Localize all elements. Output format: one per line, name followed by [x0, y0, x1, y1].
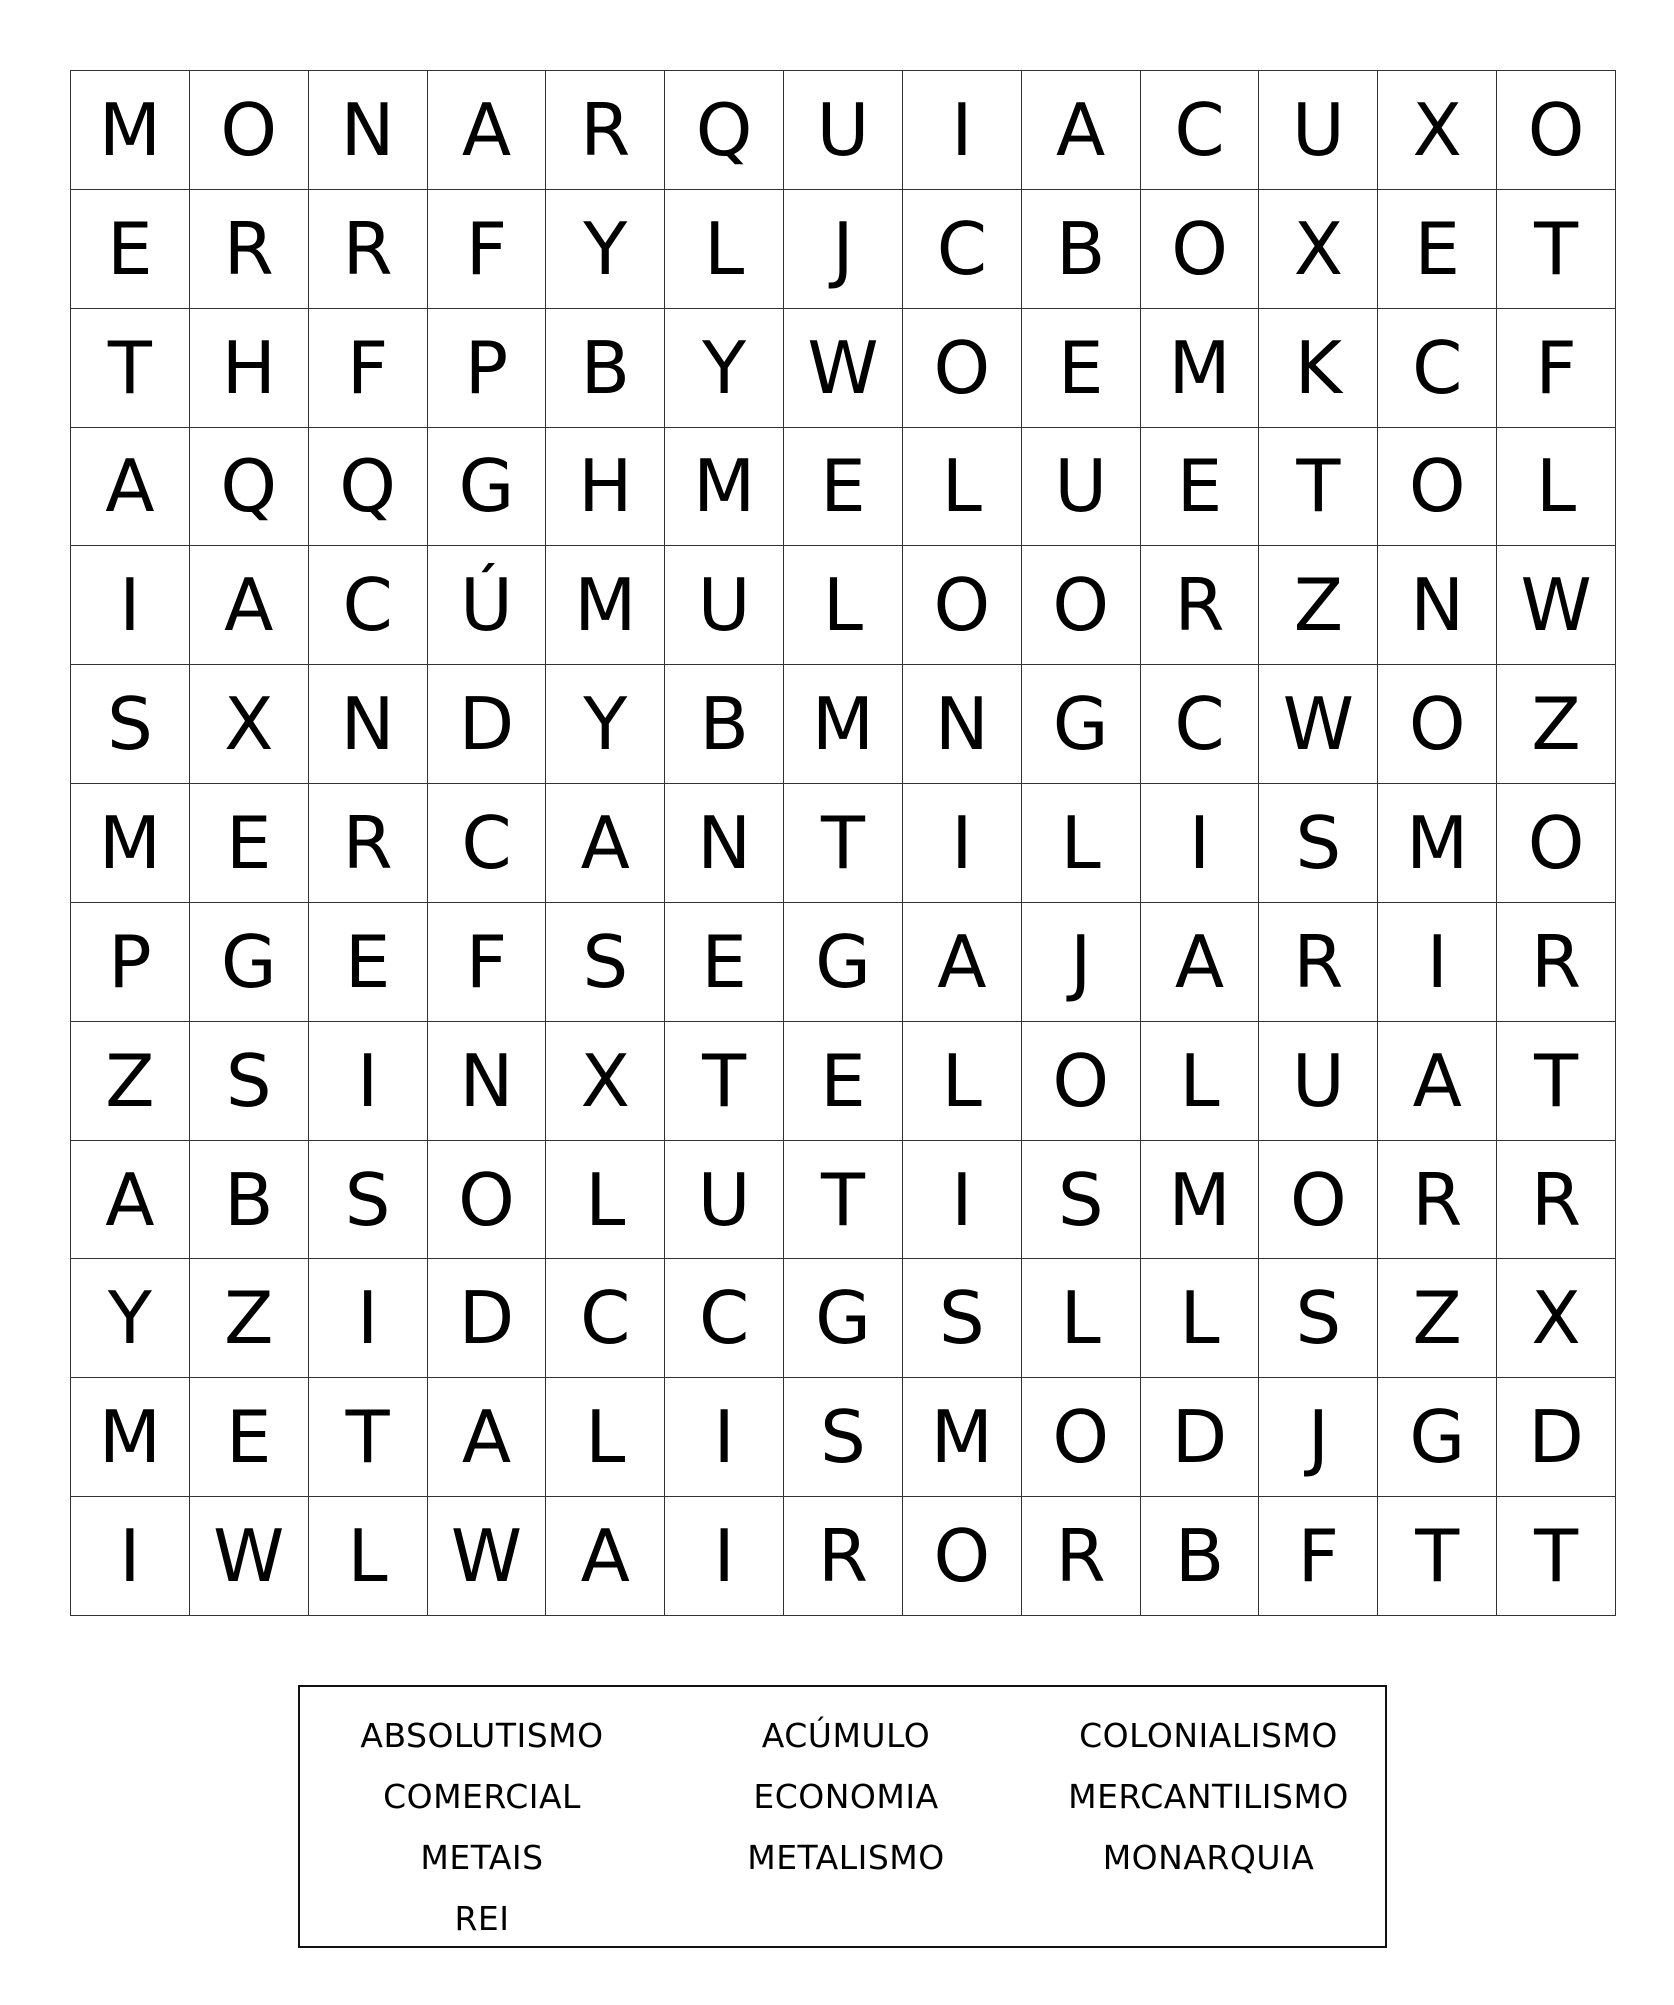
grid-cell[interactable]: W: [428, 1497, 547, 1616]
word-list-item: MONARQUIA: [1102, 1838, 1315, 1877]
grid-cell[interactable]: A: [1141, 903, 1260, 1022]
grid-cell[interactable]: F: [1497, 309, 1616, 428]
grid-cell[interactable]: E: [665, 903, 784, 1022]
grid-cell[interactable]: H: [190, 309, 309, 428]
grid-cell[interactable]: T: [1497, 190, 1616, 309]
grid-cell[interactable]: R: [1141, 546, 1260, 665]
grid-cell[interactable]: Z: [71, 1022, 190, 1141]
grid-cell[interactable]: O: [1022, 546, 1141, 665]
grid-cell[interactable]: R: [546, 71, 665, 190]
grid-cell[interactable]: B: [190, 1141, 309, 1260]
grid-cell[interactable]: I: [665, 1497, 784, 1616]
grid-cell[interactable]: O: [428, 1141, 547, 1260]
grid-cell[interactable]: J: [1259, 1378, 1378, 1497]
grid-cell[interactable]: M: [665, 428, 784, 547]
grid-cell[interactable]: N: [309, 665, 428, 784]
grid-cell[interactable]: T: [1497, 1022, 1616, 1141]
grid-cell[interactable]: R: [1497, 1141, 1616, 1260]
grid-cell[interactable]: A: [903, 903, 1022, 1022]
grid-cell[interactable]: X: [1497, 1259, 1616, 1378]
grid-cell[interactable]: T: [784, 1141, 903, 1260]
grid-cell[interactable]: A: [1022, 71, 1141, 190]
grid-cell[interactable]: I: [665, 1378, 784, 1497]
grid-cell[interactable]: I: [903, 1141, 1022, 1260]
grid-cell[interactable]: C: [309, 546, 428, 665]
grid-cell[interactable]: L: [546, 1141, 665, 1260]
grid-cell[interactable]: T: [665, 1022, 784, 1141]
grid-cell[interactable]: C: [665, 1259, 784, 1378]
grid-cell[interactable]: L: [309, 1497, 428, 1616]
grid-cell[interactable]: U: [784, 71, 903, 190]
grid-cell[interactable]: O: [1497, 71, 1616, 190]
grid-cell[interactable]: M: [1378, 784, 1497, 903]
grid-cell[interactable]: A: [71, 1141, 190, 1260]
grid-cell[interactable]: U: [1259, 1022, 1378, 1141]
grid-cell[interactable]: X: [1378, 71, 1497, 190]
word-list-item: METAIS: [420, 1838, 544, 1877]
grid-cell[interactable]: F: [428, 903, 547, 1022]
grid-cell[interactable]: R: [1378, 1141, 1497, 1260]
grid-cell[interactable]: B: [1141, 1497, 1260, 1616]
grid-cell[interactable]: O: [1141, 190, 1260, 309]
grid-cell[interactable]: G: [784, 1259, 903, 1378]
grid-cell[interactable]: E: [1378, 190, 1497, 309]
grid-cell[interactable]: T: [71, 309, 190, 428]
grid-cell[interactable]: B: [1022, 190, 1141, 309]
grid-cell[interactable]: D: [428, 1259, 547, 1378]
grid-cell[interactable]: S: [71, 665, 190, 784]
grid-cell[interactable]: E: [784, 428, 903, 547]
grid-cell[interactable]: O: [1259, 1141, 1378, 1260]
word-list-item: ECONOMIA: [753, 1777, 939, 1816]
grid-cell[interactable]: R: [190, 190, 309, 309]
grid-cell[interactable]: G: [190, 903, 309, 1022]
grid-cell[interactable]: E: [309, 903, 428, 1022]
grid-cell[interactable]: D: [1497, 1378, 1616, 1497]
grid-cell[interactable]: P: [71, 903, 190, 1022]
grid-cell[interactable]: R: [1022, 1497, 1141, 1616]
grid-cell[interactable]: L: [903, 1022, 1022, 1141]
grid-cell[interactable]: L: [1022, 784, 1141, 903]
grid-cell[interactable]: O: [1378, 665, 1497, 784]
word-list-item: ABSOLUTISMO: [360, 1716, 604, 1755]
grid-cell[interactable]: L: [1141, 1259, 1260, 1378]
grid-cell[interactable]: A: [190, 546, 309, 665]
word-list-item: COLONIALISMO: [1079, 1716, 1338, 1755]
grid-cell[interactable]: Q: [190, 428, 309, 547]
grid-cell[interactable]: I: [309, 1259, 428, 1378]
grid-cell[interactable]: I: [71, 546, 190, 665]
grid-cell[interactable]: O: [903, 546, 1022, 665]
grid-cell[interactable]: M: [71, 1378, 190, 1497]
grid-cell[interactable]: Z: [1259, 546, 1378, 665]
grid-cell[interactable]: L: [784, 546, 903, 665]
grid-cell[interactable]: E: [190, 784, 309, 903]
grid-cell[interactable]: O: [1497, 784, 1616, 903]
grid-cell[interactable]: H: [546, 428, 665, 547]
grid-cell[interactable]: S: [903, 1259, 1022, 1378]
grid-cell[interactable]: L: [1497, 428, 1616, 547]
grid-cell[interactable]: M: [784, 665, 903, 784]
grid-cell[interactable]: E: [71, 190, 190, 309]
grid-cell[interactable]: T: [309, 1378, 428, 1497]
grid-cell[interactable]: D: [428, 665, 547, 784]
word-list: [300, 1705, 1385, 1949]
grid-cell[interactable]: M: [903, 1378, 1022, 1497]
grid-cell[interactable]: A: [1378, 1022, 1497, 1141]
grid-cell[interactable]: E: [784, 1022, 903, 1141]
grid-cell[interactable]: U: [665, 1141, 784, 1260]
grid-cell[interactable]: Z: [190, 1259, 309, 1378]
grid-cell[interactable]: S: [1022, 1141, 1141, 1260]
grid-cell[interactable]: U: [1259, 71, 1378, 190]
grid-cell[interactable]: T: [1259, 428, 1378, 547]
grid-cell[interactable]: W: [190, 1497, 309, 1616]
grid-cell[interactable]: O: [903, 1497, 1022, 1616]
grid-cell[interactable]: F: [309, 309, 428, 428]
grid-cell[interactable]: Y: [665, 309, 784, 428]
grid-cell[interactable]: Z: [1497, 665, 1616, 784]
grid-cell[interactable]: O: [190, 71, 309, 190]
grid-cell[interactable]: L: [1022, 1259, 1141, 1378]
grid-cell[interactable]: L: [665, 190, 784, 309]
grid-cell[interactable]: M: [546, 546, 665, 665]
grid-cell[interactable]: L: [903, 428, 1022, 547]
grid-cell[interactable]: G: [428, 428, 547, 547]
grid-cell[interactable]: O: [903, 309, 1022, 428]
grid-cell[interactable]: S: [546, 903, 665, 1022]
grid-cell[interactable]: Ú: [428, 546, 547, 665]
grid-cell[interactable]: D: [1141, 1378, 1260, 1497]
grid-cell[interactable]: A: [546, 784, 665, 903]
grid-cell[interactable]: X: [190, 665, 309, 784]
grid-cell[interactable]: R: [309, 190, 428, 309]
grid-cell[interactable]: M: [71, 71, 190, 190]
grid-cell[interactable]: G: [1378, 1378, 1497, 1497]
grid-cell[interactable]: E: [1141, 428, 1260, 547]
grid-cell[interactable]: U: [1022, 428, 1141, 547]
grid-cell[interactable]: T: [1497, 1497, 1616, 1616]
word-list-item: MERCANTILISMO: [1068, 1777, 1349, 1816]
grid-cell[interactable]: N: [309, 71, 428, 190]
grid-cell[interactable]: S: [784, 1378, 903, 1497]
grid-cell[interactable]: I: [309, 1022, 428, 1141]
grid-cell[interactable]: S: [190, 1022, 309, 1141]
grid-cell[interactable]: X: [546, 1022, 665, 1141]
grid-cell[interactable]: A: [428, 71, 547, 190]
grid-cell[interactable]: I: [1378, 903, 1497, 1022]
grid-cell[interactable]: R: [1259, 903, 1378, 1022]
grid-cell[interactable]: C: [546, 1259, 665, 1378]
grid-cell[interactable]: C: [428, 784, 547, 903]
grid-cell[interactable]: N: [428, 1022, 547, 1141]
grid-cell[interactable]: E: [190, 1378, 309, 1497]
grid-cell[interactable]: G: [784, 903, 903, 1022]
grid-cell[interactable]: N: [1378, 546, 1497, 665]
grid-cell[interactable]: O: [1378, 428, 1497, 547]
grid-cell[interactable]: C: [1141, 71, 1260, 190]
grid-cell[interactable]: R: [784, 1497, 903, 1616]
grid-cell[interactable]: S: [1259, 784, 1378, 903]
grid-cell[interactable]: C: [1378, 309, 1497, 428]
grid-cell[interactable]: N: [903, 665, 1022, 784]
grid-cell[interactable]: R: [1497, 903, 1616, 1022]
grid-cell[interactable]: W: [1497, 546, 1616, 665]
grid-cell[interactable]: R: [309, 784, 428, 903]
grid-cell[interactable]: Y: [546, 665, 665, 784]
grid-cell[interactable]: I: [903, 71, 1022, 190]
grid-cell[interactable]: B: [546, 309, 665, 428]
grid-cell[interactable]: M: [71, 784, 190, 903]
grid-cell[interactable]: I: [1141, 784, 1260, 903]
grid-cell[interactable]: U: [665, 546, 784, 665]
grid-cell[interactable]: Q: [665, 71, 784, 190]
grid-cell[interactable]: I: [903, 784, 1022, 903]
grid-cell[interactable]: M: [1141, 1141, 1260, 1260]
grid-cell[interactable]: Y: [71, 1259, 190, 1378]
word-list-item: METALISMO: [747, 1838, 945, 1877]
grid-cell[interactable]: Q: [309, 428, 428, 547]
grid-cell[interactable]: I: [71, 1497, 190, 1616]
grid-cell[interactable]: Z: [1378, 1259, 1497, 1378]
grid-cell[interactable]: L: [546, 1378, 665, 1497]
grid-cell[interactable]: J: [1022, 903, 1141, 1022]
grid-cell[interactable]: A: [546, 1497, 665, 1616]
grid-cell[interactable]: Y: [546, 190, 665, 309]
grid-cell[interactable]: P: [428, 309, 547, 428]
grid-cell[interactable]: T: [784, 784, 903, 903]
grid-cell[interactable]: G: [1022, 665, 1141, 784]
word-list-box: [298, 1685, 1387, 1948]
grid-cell[interactable]: A: [71, 428, 190, 547]
grid-cell[interactable]: L: [1141, 1022, 1260, 1141]
grid-cell[interactable]: O: [1022, 1022, 1141, 1141]
grid-cell[interactable]: A: [428, 1378, 547, 1497]
word-list-item: ACÚMULO: [761, 1716, 931, 1755]
grid-cell[interactable]: F: [1259, 1497, 1378, 1616]
grid-cell[interactable]: J: [784, 190, 903, 309]
grid-cell[interactable]: X: [1259, 190, 1378, 309]
grid-cell[interactable]: S: [309, 1141, 428, 1260]
grid-cell[interactable]: T: [1378, 1497, 1497, 1616]
grid-cell[interactable]: C: [1141, 665, 1260, 784]
grid-cell[interactable]: W: [1259, 665, 1378, 784]
word-list-item: COMERCIAL: [383, 1777, 581, 1816]
word-list-item: REI: [454, 1899, 510, 1938]
grid-cell[interactable]: K: [1259, 309, 1378, 428]
grid-cell[interactable]: B: [665, 665, 784, 784]
grid-cell[interactable]: N: [665, 784, 784, 903]
grid-cell[interactable]: O: [1022, 1378, 1141, 1497]
grid-cell[interactable]: E: [1022, 309, 1141, 428]
grid-cell[interactable]: F: [428, 190, 547, 309]
grid-cell[interactable]: S: [1259, 1259, 1378, 1378]
letter-grid: [70, 70, 1616, 1616]
grid-cell[interactable]: C: [903, 190, 1022, 309]
grid-cell[interactable]: W: [784, 309, 903, 428]
grid-cell[interactable]: M: [1141, 309, 1260, 428]
